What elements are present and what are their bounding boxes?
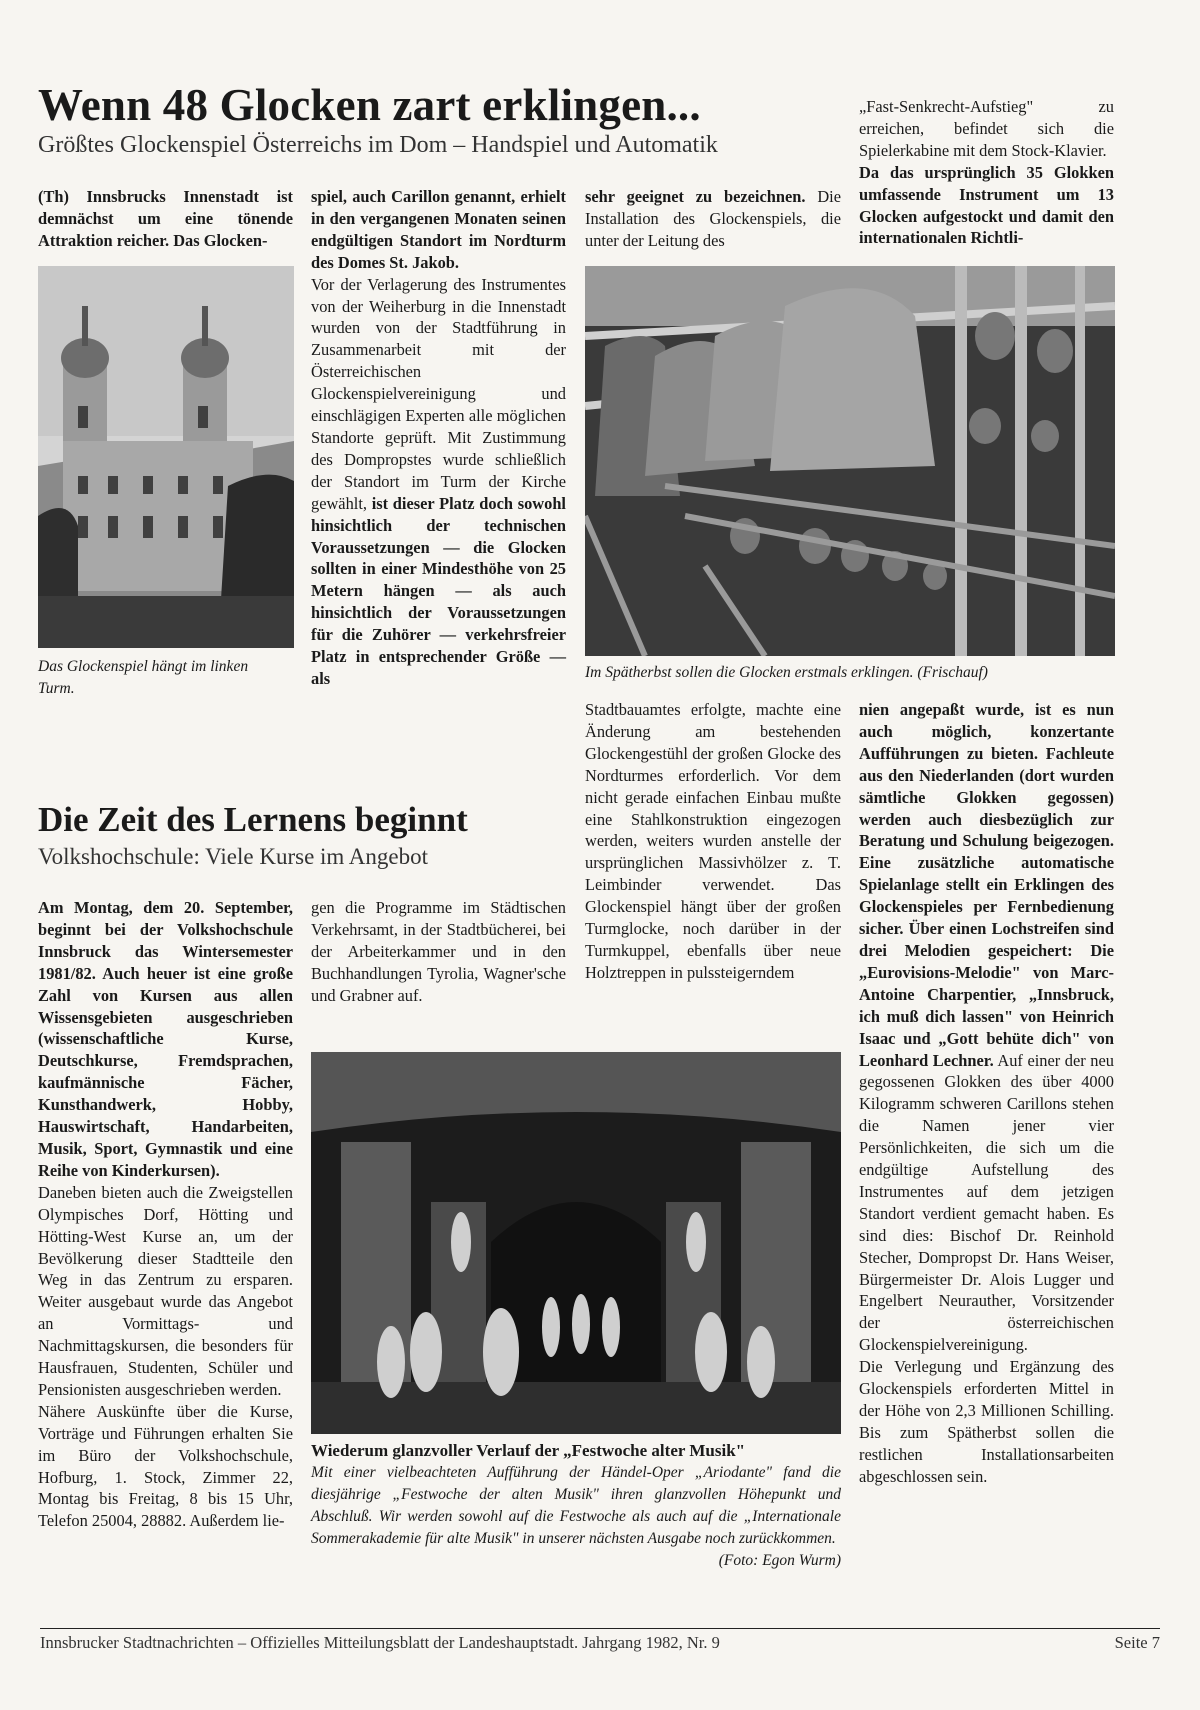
footer-text: Innsbrucker Stadtnachrichten – Offizielles Mitteilungsblatt der Landeshauptstadt. Jahrgang 1982, Nr. 9 bbox=[40, 1633, 720, 1652]
article1-col3-bottom: Stadtbauamtes erfolgte, machte eine Änderung am bestehenden Glockengestühl der großen Glocke des Nordturmes erforderlich. Vor dem nicht gerade einfachen Einbau mußte eine Stahlkonstruktion eingezogen werden, weiters wurden anstelle der ursprünglichen Massivhölzer z. T. Leimbinder verwendet. Das Glockenspiel hängt über der großen Turmglocke, noch darüber in der Turmkuppel, ebenfalls über neue Holztreppen in pulssteigerndem bbox=[585, 700, 841, 982]
article1-col4-bottom-bold: nien angepaßt wurde, ist es nun auch möglich, konzertante Aufführungen zu bieten. Fachleute aus den Niederlanden (dort wurden sämtliche Glokken gegossen) werden auch diesbezüglich zur Beratung und Schulung beigezogen. Eine zusätzliche automatische Spielanlage stellt ein Erklingen des Glockenspieles per Fernbedienung sicher. Über einen Lochstreifen sind drei Melodien gespeichert: Die „Eurovisions-Melodie" von Marc-Antoine Charpentier, „Innsbruck, ich muß dich lassen" von Heinrich Isaac und „Gott behüte dich" von Leonhard Lechner. bbox=[859, 700, 1114, 1070]
headline-glocken: Wenn 48 Glocken zart erklingen... bbox=[38, 80, 701, 130]
bells-photo bbox=[585, 266, 1115, 656]
article1-col4-top-text: „Fast-Senkrecht-Aufstieg" zu erreichen, befindet sich die Spielerkabine mit dem Stock-Klavier. bbox=[859, 97, 1114, 160]
article2-col2: gen die Programme im Städtischen Verkehrsamt, in der Stadtbücherei, bei der Arbeiterkammer und in den Buchhandlungen Tyrolia, Wagner'sche und Grabner auf. bbox=[311, 898, 566, 1005]
article2-col1-end: Nähere Auskünfte über die Kurse, Vorträge und Führungen erhalten Sie im Büro der Volkshochschule, Hofburg, 1. Stock, Zimmer 22, Montag bis Freitag, 8 bis 15 Uhr, Telefon 25004, 28882. Außerdem lie- bbox=[38, 1401, 293, 1531]
church-caption: Das Glockenspiel hängt im linken Turm. bbox=[38, 658, 249, 697]
article1-col3-top-bold: sehr geeignet zu bezeichnen. bbox=[585, 187, 806, 206]
subhead-lernens: Volkshochschule: Viele Kurse im Angebot bbox=[38, 844, 429, 869]
article1-col2-body: Vor der Verlagerung des Instrumentes von der Weiherburg in die Innenstadt wurden von der Stadtführung in Zusammenarbeit mit der Österreichischen Glockenspielvereinigung und einschlägigen Experten alle möglichen Standorte geprüft. Mit Zustimmung des Dompropstes wurde schließlich der Standort im Turm der Kirche gewählt, bbox=[311, 274, 566, 513]
article1-col3-top-text: Die Installation des Glockenspiels, die unter der Leitung des bbox=[585, 187, 841, 250]
article1-col4-bottom bbox=[859, 699, 1114, 1488]
article1-col4-end: Die Verlegung und Ergänzung des Glockenspiels erforderten Mittel in der Höhe von 2,3 Millionen Schilling. Bis zum Spätherbst sollen die restlichen Installationsarbeiten abgeschlossen sein. bbox=[859, 1357, 1114, 1486]
page-footer bbox=[40, 1628, 1160, 1653]
festwoche-caption bbox=[311, 1462, 841, 1572]
festwoche-caption-text: Mit einer vielbeachteten Aufführung der Händel-Oper „Ariodante" fand die diesjährige „Festwoche der alten Musik" ihren glanzvollen Höhepunkt und Abschluß. Wir werden sowohl auf die Festwoche als auch auf die „Internationale Sommerakademie für alte Musik" in unserer nächsten Ausgabe noch zurückkommen. bbox=[311, 1464, 841, 1547]
article1-col2-lead: spiel, auch Carillon genannt, erhielt in den vergangenen Monaten seinen endgültigen Standort im Nordturm des Domes St. Jakob. bbox=[311, 187, 566, 272]
festwoche-credit: (Foto: Egon Wurm) bbox=[718, 1552, 841, 1569]
article1-col3-top bbox=[585, 186, 841, 252]
festwoche-photo bbox=[311, 1052, 841, 1434]
subhead-glocken: Größtes Glockenspiel Österreichs im Dom – Handspiel und Automatik bbox=[38, 132, 718, 158]
article2-col1-bold: Am Montag, dem 20. September, beginnt bei der Volkshochschule Innsbruck das Wintersemester 1981/82. Auch heuer ist eine große Zahl von Kursen aus allen Wissensgebieten ausgeschrieben (wissenschaftliche Kurse, Deutschkurse, Fremdsprachen, kaufmännische Fächer, Kunsthandwerk, Hobby, Hauswirtschaft, Handarbeiten, Musik, Sport, Gymnastik und eine Reihe von Kinderkursen). bbox=[38, 898, 293, 1180]
article1-col2-bold: ist dieser Platz doch sowohl hinsichtlich der technischen Voraussetzungen — die Glocken sollten in einer Mindesthöhe von 25 Metern hängen — als auch hinsichtlich der Voraussetzungen für die Zuhörer — verkehrsfreier Platz in entsprechender Größe — als bbox=[311, 493, 566, 688]
article1-col4-bottom-text: Auf einer der neu gegossenen Glokken des über 4000 Kilogramm schweren Carillons stehen die Namen jener vier Persönlichkeiten, die sich um die endgültige Aufstellung des Instrumentes auf dem jetzigen Standort verdient gemacht haben. Es sind dies: Bischof Dr. Reinhold Stecher, Dompropst Dr. Hans Weiser, Bürgermeister Dr. Alois Lugger und Engelbert Neurauther, Vorsitzender der österreichischen Glockenspielvereinigung. bbox=[859, 1050, 1114, 1355]
page-number: Seite 7 bbox=[1114, 1633, 1160, 1652]
bells-caption: Im Spätherbst sollen die Glocken erstmals erklingen. (Frischauf) bbox=[585, 664, 988, 681]
headline-lernens: Die Zeit des Lernens beginnt bbox=[38, 800, 468, 839]
article1-col1-lead: (Th) Innsbrucks Innenstadt ist demnächst um eine tönende Attraktion reicher. Das Glocken- bbox=[38, 187, 293, 250]
festwoche-caption-title: Wiederum glanzvoller Verlauf der „Festwoche alter Musik" bbox=[311, 1441, 746, 1460]
article1-col4-top bbox=[859, 96, 1114, 249]
article1-col2 bbox=[311, 186, 566, 690]
church-photo bbox=[38, 266, 294, 648]
article2-col1-body: Daneben bieten auch die Zweigstellen Olympisches Dorf, Hötting und Hötting-West Kurse an, um der Bevölkerung dieser Stadtteile den Weg in das Zentrum zu ersparen. Weiter ausgebaut wurde das Angebot an Vormittags- und Nachmittagskursen, die besonders für Hausfrauen, Studenten, Schüler und Pensionisten ausgeschrieben werden. bbox=[38, 1182, 293, 1399]
article1-col4-top-bold: Da das ursprünglich 35 Glokken umfassende Instrument um 13 Glocken aufgestockt und damit den internationalen Richtli- bbox=[859, 162, 1114, 248]
article2-col1 bbox=[38, 897, 293, 1532]
